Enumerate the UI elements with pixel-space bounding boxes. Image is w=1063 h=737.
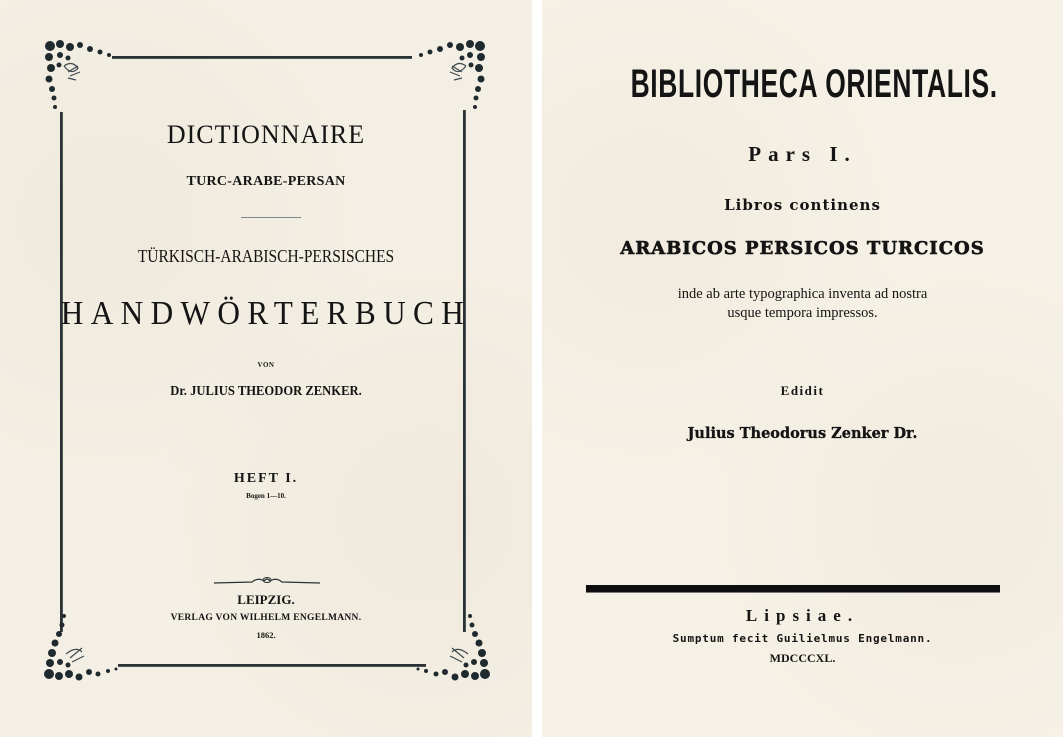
- edidit-label: Edidit: [780, 383, 825, 398]
- short-divider-rule: [241, 217, 301, 218]
- description-line-1: inde ab arte typographica inventa ad nostra: [677, 286, 928, 302]
- corner-ornament-top-right-icon: [414, 38, 488, 112]
- frame-left-rule: [60, 112, 63, 632]
- sheets-label: Bogen 1—10.: [246, 492, 286, 500]
- von-label: VON: [257, 361, 275, 369]
- editor-name: Julius Theodorus Zenker Dr.: [687, 425, 918, 442]
- right-title-page: [542, 0, 1063, 737]
- heavy-divider-rule: [586, 585, 1000, 593]
- dictionary-subtitle: TURC-ARABE-PERSAN: [186, 174, 346, 189]
- frame-bottom-rule: [118, 664, 426, 667]
- publisher: VERLAG VON WILHELM ENGELMANN.: [170, 613, 362, 623]
- part-label: HEFT I.: [233, 471, 299, 486]
- flourish-ornament-icon: [212, 574, 322, 586]
- author-name: Dr. JULIUS THEODOR ZENKER.: [170, 384, 362, 399]
- corner-ornament-top-left-icon: [42, 38, 116, 112]
- german-title: TÜRKISCH-ARABISCH-PERSISCHES: [137, 246, 395, 266]
- languages-heading: ARABICOS PERSICOS TURCICOS: [620, 238, 985, 259]
- publication-city: Lipsiae.: [745, 606, 860, 625]
- publisher: Sumptum fecit Guilielmus Engelmann.: [672, 632, 933, 645]
- description: [542, 285, 1063, 323]
- dictionary-title: DICTIONNAIRE: [166, 120, 366, 149]
- publication-year: 1862.: [256, 630, 276, 640]
- part-label: Pars I.: [748, 142, 857, 166]
- bibliotheca-title: BIBLIOTHECA ORIENTALIS.: [630, 62, 998, 106]
- publication-city: LEIPZIG.: [237, 592, 295, 607]
- main-title: HANDWÖRTERBUCH: [60, 295, 472, 332]
- publication-year: MDCCCXL.: [769, 651, 836, 665]
- description-line-2: usque tempora impressos.: [727, 305, 878, 321]
- libros-continens: Libros continens: [724, 196, 881, 214]
- frame-top-rule: [112, 56, 412, 59]
